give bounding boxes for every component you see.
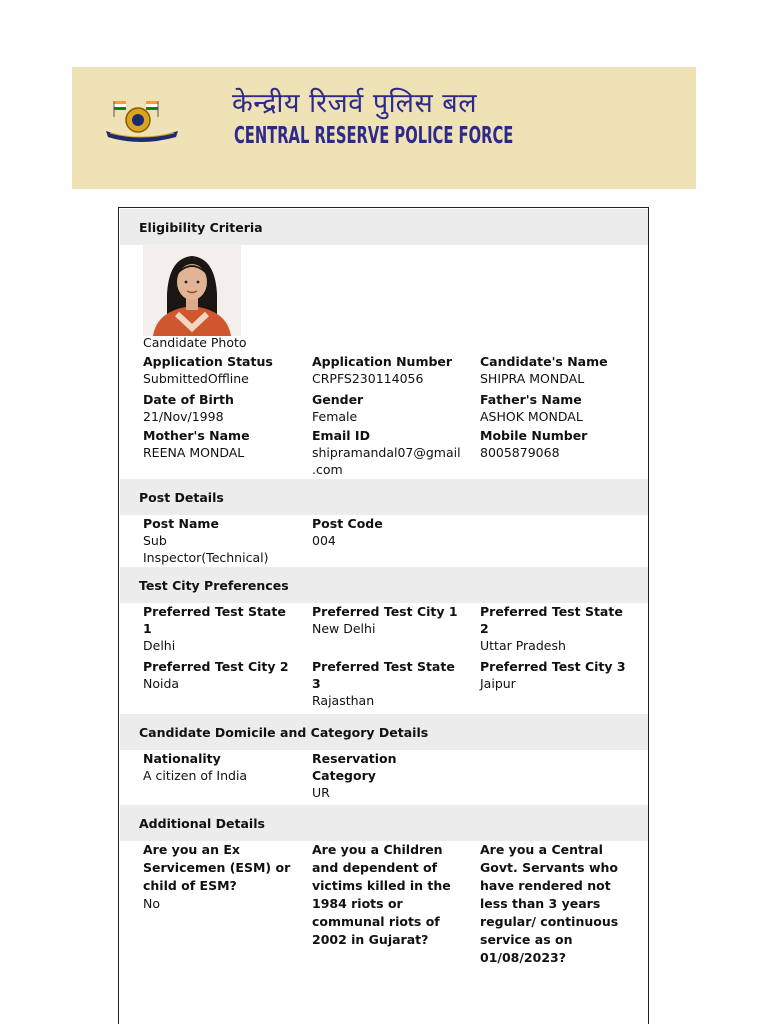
section-additional-header: Additional Details xyxy=(120,805,649,841)
field-label: Application Status xyxy=(143,354,273,369)
field-label: Preferred Test State 1 xyxy=(143,604,286,636)
field-value: Noida xyxy=(143,676,180,691)
father-name-field xyxy=(480,391,630,425)
test-state-3-field xyxy=(312,658,462,709)
field-value: 8005879068 xyxy=(480,445,560,460)
riots-question-field xyxy=(312,841,462,949)
field-value: 004 xyxy=(312,533,336,548)
field-label: Mobile Number xyxy=(480,428,588,443)
candidate-name-field xyxy=(480,353,630,387)
field-value: A citizen of India xyxy=(143,768,248,783)
section-test-city-header: Test City Preferences xyxy=(120,567,649,603)
esm-question-field xyxy=(143,841,293,913)
field-label: Preferred Test State 2 xyxy=(480,604,623,636)
field-value: ASHOK MONDAL xyxy=(480,409,583,424)
field-value: CRPFS230114056 xyxy=(312,371,424,386)
field-label: Are you an Ex Servicemen (ESM) or child of ESM? xyxy=(143,842,291,893)
govt-servant-question-field xyxy=(480,841,630,967)
field-label: Are you a Children and dependent of victims killed in the 1984 riots or communal riots of 2002 in Gujarat? xyxy=(312,842,451,947)
test-city-2-field xyxy=(143,658,293,692)
field-value: No xyxy=(143,896,160,911)
section-eligibility-header: Eligibility Criteria xyxy=(120,209,649,245)
nationality-field xyxy=(143,750,293,784)
field-label: Preferred Test City 3 xyxy=(480,659,626,674)
section-post-header: Post Details xyxy=(120,479,649,515)
field-label: Nationality xyxy=(143,751,221,766)
field-label: Mother's Name xyxy=(143,428,250,443)
field-value: SHIPRA MONDAL xyxy=(480,371,585,386)
field-label: Candidate's Name xyxy=(480,354,608,369)
mobile-number-field xyxy=(480,427,630,461)
application-number-field xyxy=(312,353,462,387)
field-value: Sub Inspector(Technical) xyxy=(143,533,269,565)
gender-field xyxy=(312,391,462,425)
field-value: 21/Nov/1998 xyxy=(143,409,224,424)
test-city-1-field xyxy=(312,603,462,637)
field-value: Rajasthan xyxy=(312,693,375,708)
field-label: Application Number xyxy=(312,354,453,369)
field-value: shipramandal07@gmail.com xyxy=(312,445,461,477)
application-status-field xyxy=(143,353,293,387)
reservation-category-field xyxy=(312,750,462,801)
field-label: Post Name xyxy=(143,516,219,531)
field-value: Delhi xyxy=(143,638,176,653)
post-code-field xyxy=(312,515,462,549)
email-field xyxy=(312,427,462,478)
field-label: Date of Birth xyxy=(143,392,234,407)
field-value: UR xyxy=(312,785,330,800)
english-org-title: CENTRAL RESERVE POLICE FORCE xyxy=(234,123,514,149)
field-label: Father's Name xyxy=(480,392,582,407)
field-label: Email ID xyxy=(312,428,370,443)
application-card xyxy=(118,207,649,1024)
section-domicile-header: Candidate Domicile and Category Details xyxy=(120,714,649,750)
hindi-org-title: केन्द्रीय रिजर्व पुलिस बल xyxy=(232,88,478,119)
field-label: Gender xyxy=(312,392,364,407)
field-value: Female xyxy=(312,409,358,424)
candidate-photo xyxy=(143,244,241,336)
mother-name-field xyxy=(143,427,293,461)
photo-caption: Candidate Photo xyxy=(143,335,247,350)
field-label: Post Code xyxy=(312,516,383,531)
crpf-emblem-icon xyxy=(100,97,184,145)
dob-field xyxy=(143,391,293,425)
field-value: Jaipur xyxy=(480,676,516,691)
test-state-2-field xyxy=(480,603,630,654)
test-state-1-field xyxy=(143,603,293,654)
field-value: SubmittedOffline xyxy=(143,371,249,386)
test-city-3-field xyxy=(480,658,630,692)
field-label: Preferred Test State 3 xyxy=(312,659,455,691)
field-label: Reservation Category xyxy=(312,751,397,783)
field-value: New Delhi xyxy=(312,621,376,636)
field-value: REENA MONDAL xyxy=(143,445,245,460)
field-label: Preferred Test City 2 xyxy=(143,659,289,674)
post-name-field xyxy=(143,515,293,566)
field-label: Are you a Central Govt. Servants who have rendered not less than 3 years regular/ continuous service as on 01/08/2023? xyxy=(480,842,619,965)
field-value: Uttar Pradesh xyxy=(480,638,566,653)
header-banner xyxy=(72,67,696,189)
field-label: Preferred Test City 1 xyxy=(312,604,458,619)
